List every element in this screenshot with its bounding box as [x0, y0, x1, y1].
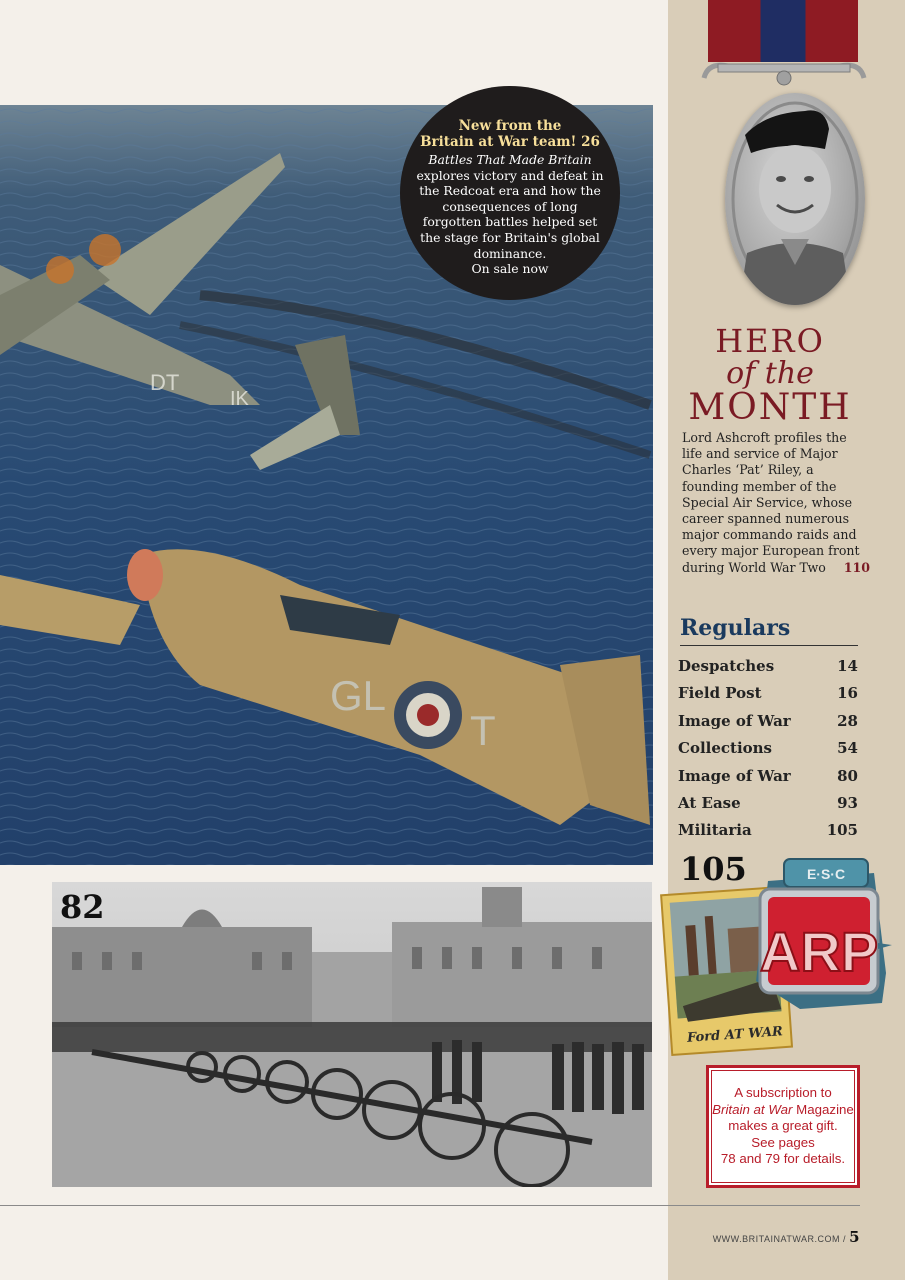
bubble-title-line1: New from the — [458, 118, 562, 134]
feature-callout-bubble[interactable] — [400, 86, 620, 300]
fighter-code-left: GL — [330, 672, 387, 719]
footer-page-number: 5 — [849, 1228, 860, 1246]
badge-top-text: E·S·C — [806, 866, 846, 882]
regulars-item-label: Field Post — [678, 684, 762, 703]
regulars-item-label: Despatches — [678, 657, 775, 675]
regulars-item-label: Collections — [678, 739, 772, 758]
ford-card-label: Ford AT WAR — [686, 1024, 784, 1046]
horse-guards-guns-photo — [52, 882, 652, 1187]
regulars-item-page: 28 — [837, 711, 858, 730]
hero-description-text: Lord Ashcroft profiles the life and service of Major Charles ‘Pat’ Riley, a founding member of the Special Air Service, whose career spanned numerous major commando raids and every major European front during World War Two — [682, 430, 860, 575]
regulars-item-label: Militaria — [678, 821, 752, 840]
hero-title-line3: MONTH — [688, 387, 852, 428]
subscription-line3: makes a great gift. — [728, 1118, 838, 1134]
footer-url[interactable]: WWW.BRITAINATWAR.COM — [712, 1234, 841, 1244]
regulars-item-label: At Ease — [678, 793, 741, 812]
subscription-line1: A subscription to — [734, 1085, 832, 1101]
regulars-list — [678, 657, 858, 849]
footer-rule — [0, 1205, 860, 1206]
bubble-body — [414, 152, 606, 277]
footer-separator: / — [843, 1234, 847, 1244]
fighter-code-right: T — [470, 707, 496, 754]
bubble-book-title: Battles That Made Britain — [428, 152, 592, 167]
regulars-item-label: Image of War — [678, 711, 791, 730]
bomber-code-left: DT — [150, 370, 180, 395]
militaria-page-number: 105 — [680, 850, 747, 888]
badge-main-text: ARP — [759, 920, 879, 983]
regulars-item[interactable] — [678, 767, 858, 794]
regulars-item[interactable] — [678, 684, 858, 711]
bomber-code-right: IK — [230, 388, 249, 410]
regulars-item-page: 93 — [837, 793, 858, 812]
subscription-line2 — [712, 1102, 854, 1119]
regulars-item-page: 80 — [837, 766, 858, 785]
subscription-magazine-name: Britain at War — [712, 1101, 793, 1117]
regulars-item[interactable] — [678, 712, 858, 739]
page-footer — [700, 1228, 860, 1246]
regulars-item-page: 16 — [837, 684, 858, 703]
archival-photo[interactable] — [52, 882, 652, 1187]
bubble-description: explores victory and defeat in the Redcoat era and how the consequences of long forgotten battles helped set the stage for Britain's global dominance. — [416, 167, 604, 261]
regulars-item[interactable] — [678, 657, 858, 684]
regulars-item-page: 14 — [837, 657, 858, 675]
regulars-item[interactable] — [678, 739, 858, 766]
hero-page-number[interactable]: 110 — [843, 559, 870, 575]
regulars-item-page: 54 — [837, 739, 858, 758]
medal-clasp — [698, 56, 870, 86]
arp-badge-artwork — [660, 853, 892, 1058]
bubble-title — [400, 118, 620, 150]
bubble-title-line2: Britain at War team! 26 — [420, 134, 600, 150]
regulars-item[interactable] — [678, 821, 858, 848]
subscription-line4: See pages — [751, 1134, 815, 1150]
subscription-promo[interactable] — [706, 1065, 860, 1188]
hero-title-line2: of the — [726, 356, 814, 391]
image-of-war-page-number: 82 — [60, 888, 105, 926]
bubble-cta: On sale now — [471, 261, 549, 277]
hero-description — [682, 430, 870, 576]
subscription-line2-rest: Magazine — [792, 1101, 854, 1117]
hero-title-line1: HERO — [715, 322, 825, 360]
regulars-item[interactable] — [678, 794, 858, 821]
regulars-heading: Regulars — [680, 615, 858, 646]
regulars-item-page: 105 — [826, 821, 858, 840]
subscription-line5: 78 and 79 for details. — [720, 1151, 846, 1167]
regulars-item-label: Image of War — [678, 766, 791, 785]
medal-ribbon — [708, 0, 858, 62]
hero-of-the-month-title — [670, 322, 870, 428]
medal-portrait — [725, 93, 865, 305]
